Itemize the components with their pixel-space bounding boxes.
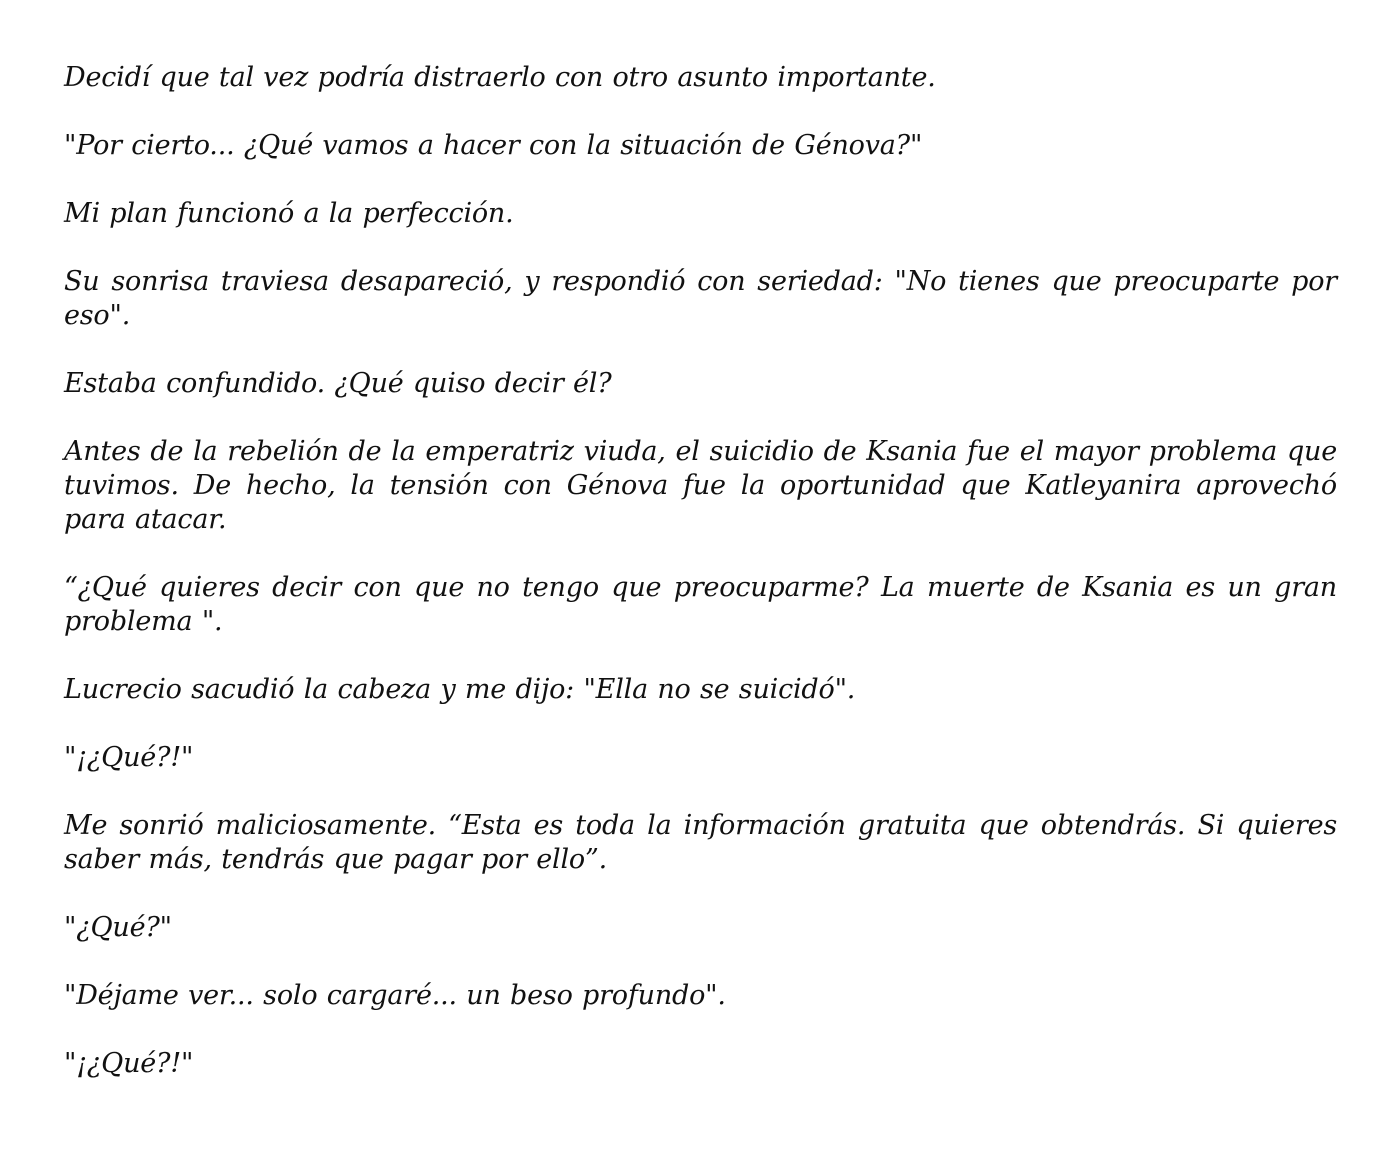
- paragraph: Me sonrió maliciosamente. “Esta es toda la información gratuita que obtendrás. Si quieres saber más, tendrás que pagar por ello”.: [64, 810, 1337, 875]
- paragraph: "¡¿Qué?!": [64, 1048, 194, 1079]
- paragraph: Mi plan funcionó a la perfección.: [64, 198, 514, 229]
- document-page: [64, 61, 1337, 1115]
- paragraph: Antes de la rebelión de la emperatriz viuda, el suicidio de Ksania fue el mayor problema que tuvimos. De hecho, la tensión con Génova fue la oportunidad que Katleyanira aprovechó para atacar.: [64, 436, 1337, 535]
- paragraph: Su sonrisa traviesa desapareció, y respondió con seriedad: "No tienes que preocuparte por eso".: [64, 266, 1337, 331]
- paragraph: Decidí que tal vez podría distraerlo con otro asunto importante.: [64, 62, 936, 93]
- paragraph: “¿Qué quieres decir con que no tengo que preocuparme? La muerte de Ksania es un gran problema ".: [64, 572, 1337, 637]
- paragraph: "Déjame ver... solo cargaré... un beso profundo".: [64, 980, 726, 1011]
- paragraph: "Por cierto... ¿Qué vamos a hacer con la situación de Génova?": [64, 130, 923, 161]
- paragraph: "¡¿Qué?!": [64, 742, 194, 773]
- paragraph: "¿Qué?": [64, 912, 172, 943]
- paragraph: Estaba confundido. ¿Qué quiso decir él?: [64, 368, 612, 399]
- paragraph: Lucrecio sacudió la cabeza y me dijo: "Ella no se suicidó".: [64, 674, 856, 705]
